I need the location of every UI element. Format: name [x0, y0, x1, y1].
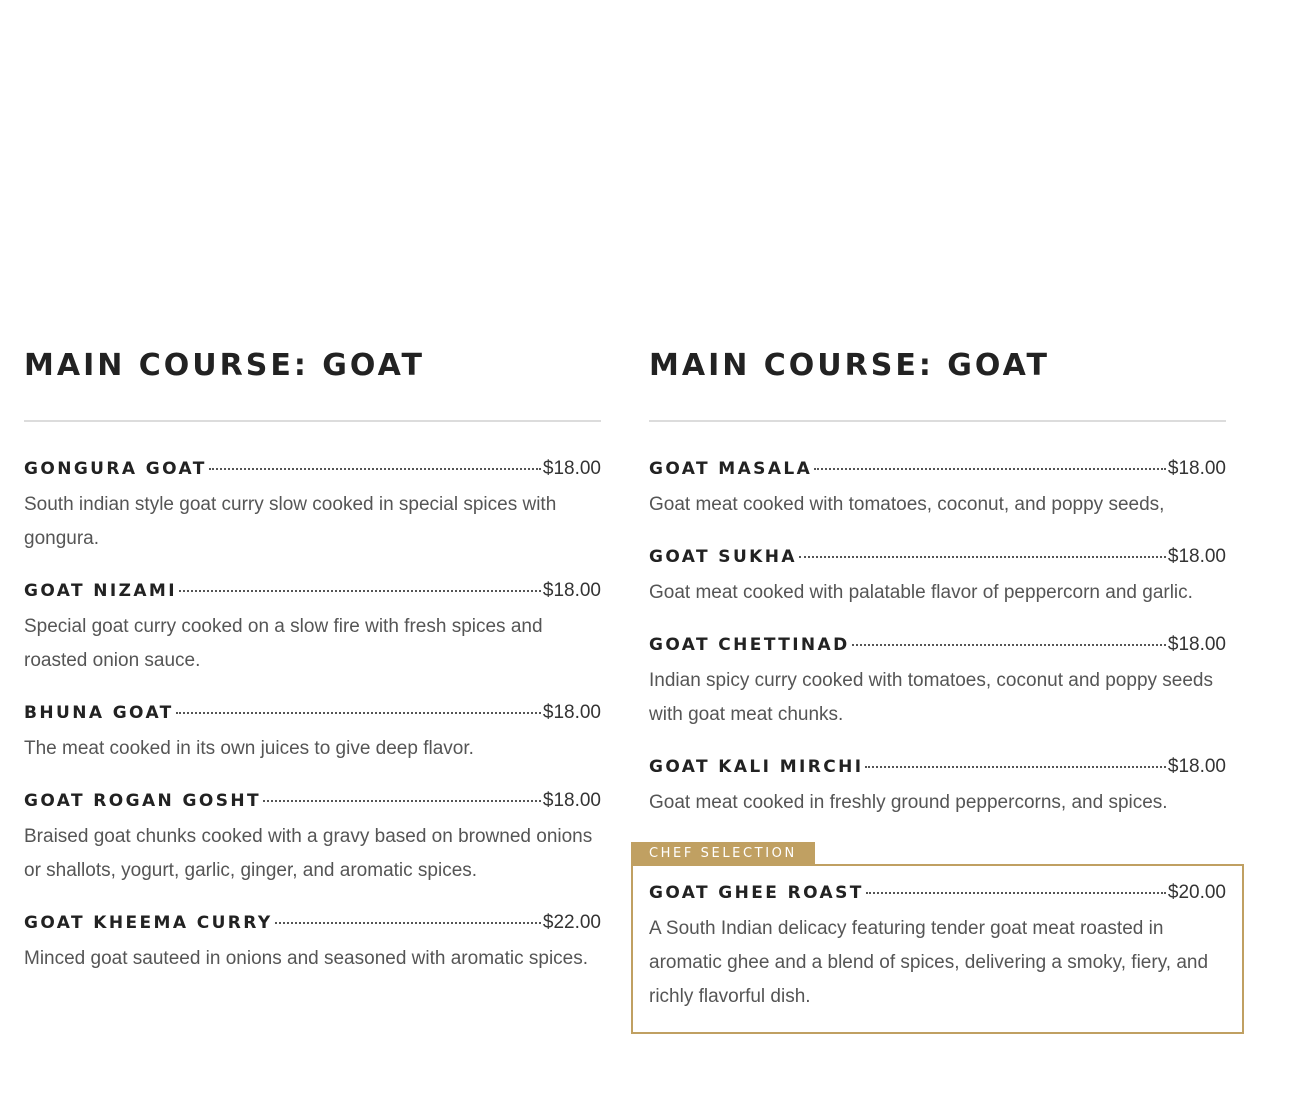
menu-item-description: Goat meat cooked in freshly ground peppercorns, and spices.	[649, 792, 1168, 813]
menu-item-header	[649, 458, 1226, 486]
menu-item-price: $22.00	[542, 912, 601, 933]
menu-item-name: GOAT ROGAN GOSHT	[24, 791, 261, 811]
dot-leader	[209, 468, 541, 470]
menu-item-price: $18.00	[1167, 634, 1226, 655]
menu-column-right	[649, 346, 1226, 1034]
menu-item-description: Goat meat cooked with palatable flavor of peppercorn and garlic.	[649, 582, 1193, 603]
menu-item-header	[24, 580, 601, 608]
menu-item-header	[649, 756, 1226, 784]
menu-item	[24, 458, 601, 556]
menu-items-list	[649, 458, 1226, 1034]
menu-item-description: Braised goat chunks cooked with a gravy based on browned onions or shallots, yogurt, garlic, ginger, and aromatic spices.	[24, 826, 593, 881]
menu-item-description: The meat cooked in its own juices to give deep flavor.	[24, 738, 474, 759]
menu-column-left	[24, 346, 601, 1000]
menu-item-header	[24, 912, 601, 940]
menu-item-header	[649, 882, 1226, 910]
dot-leader	[176, 712, 541, 714]
menu-item-description: South indian style goat curry slow cooked in special spices with gongura.	[24, 494, 557, 549]
section-divider	[649, 420, 1226, 422]
menu-item	[649, 458, 1226, 522]
dot-leader	[275, 922, 541, 924]
menu-items-list	[24, 458, 601, 976]
menu-item-name: GOAT NIZAMI	[24, 581, 177, 601]
dot-leader	[865, 766, 1165, 768]
dot-leader	[179, 590, 541, 592]
menu-item-price: $18.00	[542, 790, 601, 811]
menu-item	[649, 756, 1226, 820]
dot-leader	[814, 468, 1166, 470]
menu-item	[24, 790, 601, 888]
menu-item-name: GOAT MASALA	[649, 459, 813, 479]
menu-item-name: GONGURA GOAT	[24, 459, 207, 479]
menu-item-price: $18.00	[1167, 458, 1226, 479]
menu-item-header	[649, 546, 1226, 574]
menu-item	[649, 882, 1226, 1014]
menu-item	[24, 580, 601, 678]
menu-item	[649, 546, 1226, 610]
menu-item-name: BHUNA GOAT	[24, 703, 174, 723]
dot-leader	[866, 892, 1166, 894]
chef-selection-box	[631, 864, 1244, 1034]
menu-item-name: GOAT GHEE ROAST	[649, 883, 864, 903]
menu-item-name: GOAT KALI MIRCHI	[649, 757, 864, 777]
menu-item-header	[649, 634, 1226, 662]
menu-item-description: Goat meat cooked with tomatoes, coconut, and poppy seeds,	[649, 494, 1165, 515]
menu-item-description: Indian spicy curry cooked with tomatoes, coconut and poppy seeds with goat meat chunks.	[649, 670, 1213, 725]
menu-item	[24, 702, 601, 766]
menu-item	[649, 634, 1226, 732]
menu-item-price: $18.00	[542, 702, 601, 723]
menu-item-price: $20.00	[1167, 882, 1226, 903]
menu-item-price: $18.00	[542, 580, 601, 601]
menu-item-price: $18.00	[1167, 756, 1226, 777]
menu-item-header	[24, 458, 601, 486]
section-title: MAIN COURSE: GOAT	[24, 348, 425, 383]
menu-item-description: A South Indian delicacy featuring tender goat meat roasted in aromatic ghee and a blend of spices, delivering a smoky, fiery, and richly flavorful dish.	[649, 918, 1209, 1007]
menu-item-name: GOAT KHEEMA CURRY	[24, 913, 273, 933]
menu-item-price: $18.00	[542, 458, 601, 479]
menu-item-description: Minced goat sauteed in onions and seasoned with aromatic spices.	[24, 948, 589, 969]
section-divider	[24, 420, 601, 422]
chef-selection-badge: CHEF SELECTION	[631, 842, 815, 864]
dot-leader	[852, 644, 1166, 646]
dot-leader	[799, 556, 1166, 558]
menu-item-name: GOAT CHETTINAD	[649, 635, 850, 655]
menu-item-header	[24, 790, 601, 818]
menu-item-price: $18.00	[1167, 546, 1226, 567]
menu-item-name: GOAT SUKHA	[649, 547, 797, 567]
menu-item-header	[24, 702, 601, 730]
menu-item-description: Special goat curry cooked on a slow fire with fresh spices and roasted onion sauce.	[24, 616, 543, 671]
menu-item	[24, 912, 601, 976]
dot-leader	[263, 800, 541, 802]
chef-selection-block	[631, 842, 1244, 1034]
section-title: MAIN COURSE: GOAT	[649, 348, 1050, 383]
